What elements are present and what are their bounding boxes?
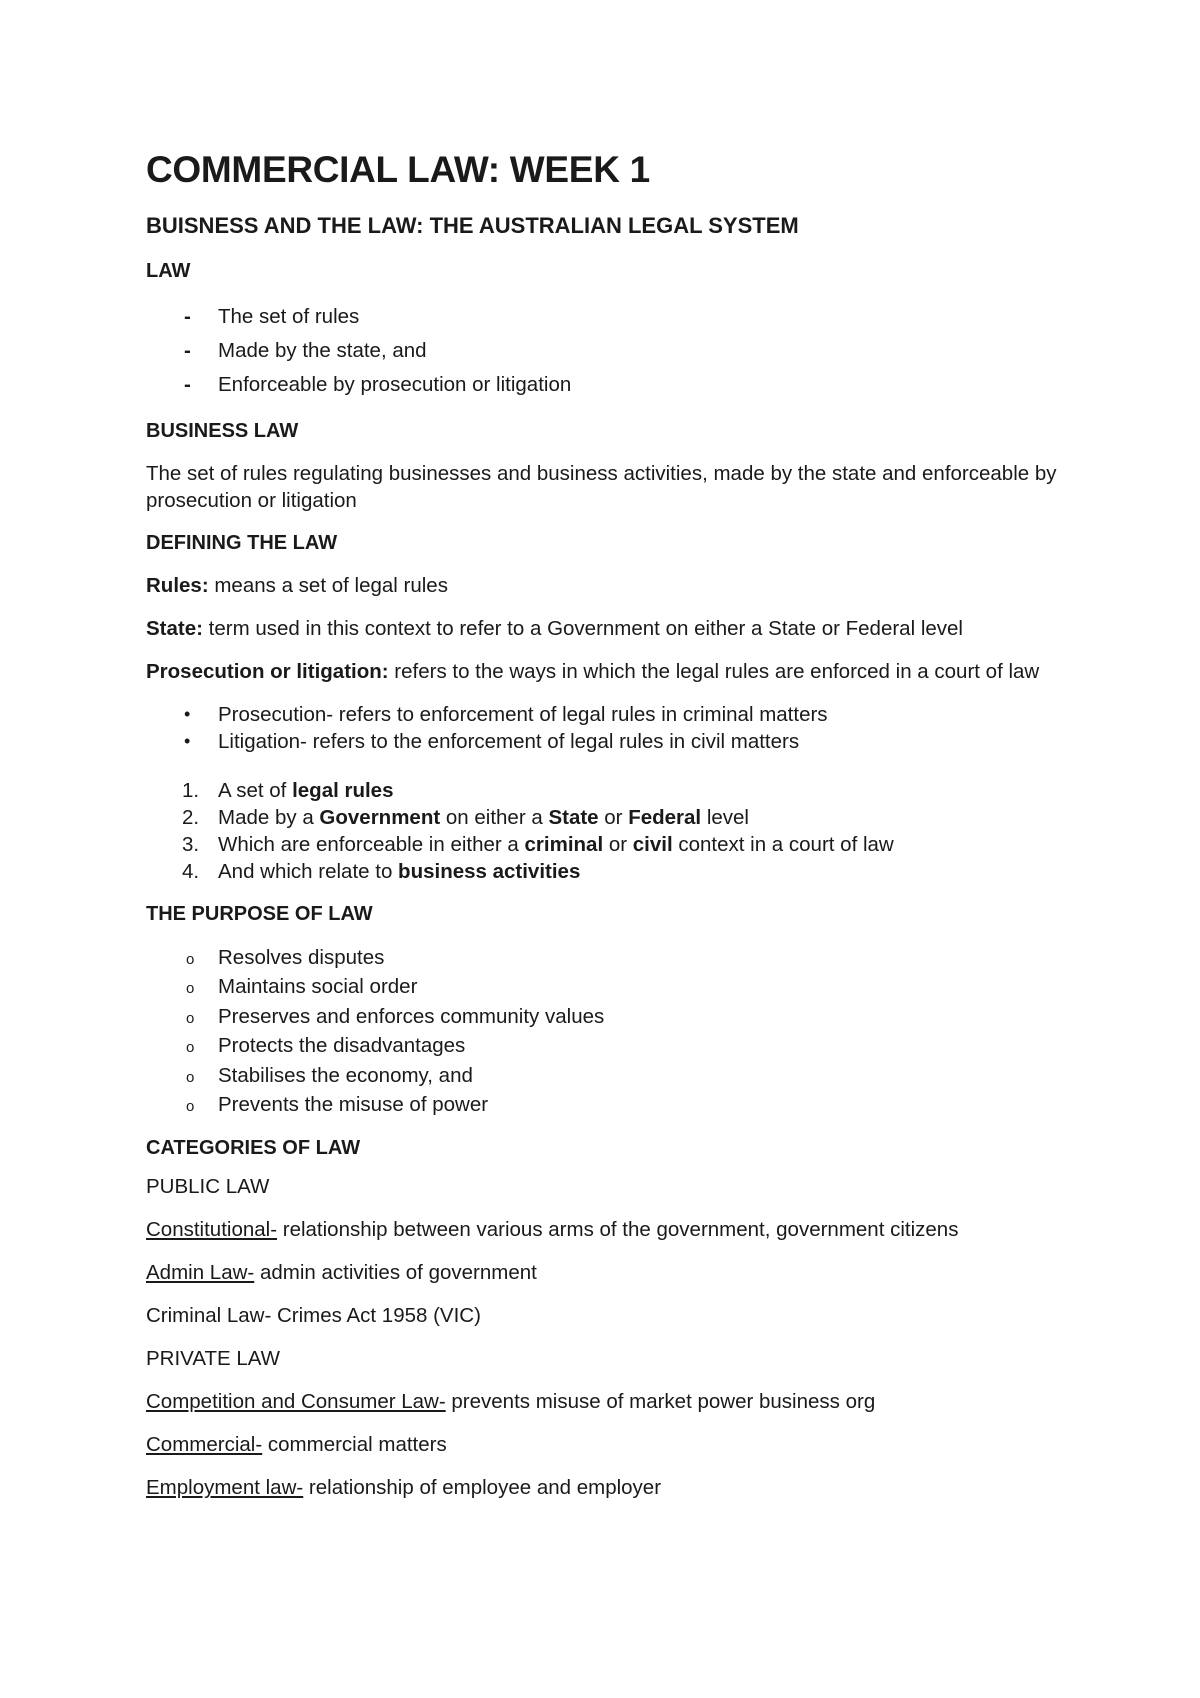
circle-bullet-marker: o — [186, 1009, 195, 1027]
list-item: • Litigation- refers to the enforcement of legal rules in civil matters — [184, 730, 800, 753]
list-item: o Maintains social order — [146, 972, 1086, 1001]
competition-law-entry: Competition and Consumer Law- prevents misuse of market power business org — [146, 1390, 876, 1414]
list-item: • Prosecution- refers to enforcement of legal rules in criminal matters — [184, 703, 828, 726]
rules-definition: Rules: means a set of legal rules — [146, 574, 448, 597]
categories-heading: CATEGORIES OF LAW — [146, 1137, 361, 1160]
document-title: COMMERCIAL LAW: WEEK 1 — [146, 149, 650, 190]
admin-law-entry: Admin Law- admin activities of government — [146, 1261, 537, 1285]
business-law-heading: BUSINESS LAW — [146, 420, 299, 442]
term: Employment law- — [146, 1476, 304, 1500]
commercial-law-entry: Commercial- commercial matters — [146, 1433, 447, 1457]
term: Admin Law- — [146, 1261, 255, 1285]
list-item: 3. Which are enforceable in either a criminal or civil context in a court of law — [182, 833, 894, 856]
list-item: - Made by the state, and — [146, 334, 1086, 368]
enforcement-list — [146, 701, 1086, 755]
list-item: 4. And which relate to business activities — [182, 860, 581, 883]
document-subtitle: BUISNESS AND THE LAW: THE AUSTRALIAN LEGAL SYSTEM — [146, 213, 799, 238]
defining-law-heading: DEFINING THE LAW — [146, 532, 338, 554]
criminal-law-entry: Criminal Law- Crimes Act 1958 (VIC) — [146, 1304, 481, 1328]
list-item: o Stabilises the economy, and — [146, 1061, 1086, 1090]
prosecution-definition: Prosecution or litigation: refers to the ways in which the legal rules are enforced in a court of law — [146, 660, 1040, 683]
list-item: 2. Made by a Government on either a State or Federal level — [182, 806, 749, 829]
circle-bullet-marker: o — [186, 980, 195, 998]
term: Rules: — [146, 574, 209, 597]
term: Commercial- — [146, 1433, 263, 1457]
private-law-label: PRIVATE LAW — [146, 1347, 281, 1371]
dash-marker: - — [184, 339, 191, 362]
term: Constitutional- — [146, 1218, 278, 1242]
list-item: 1. A set of legal rules — [182, 779, 394, 802]
list-item: o Protects the disadvantages — [146, 1031, 1086, 1060]
list-item: o Prevents the misuse of power — [146, 1090, 1086, 1119]
dash-marker: - — [184, 373, 191, 396]
purpose-list — [146, 943, 1086, 1119]
document-page — [146, 148, 1086, 1517]
circle-bullet-marker: o — [186, 1068, 195, 1086]
employment-law-entry: Employment law- relationship of employee and employer — [146, 1476, 662, 1500]
list-item: - Enforceable by prosecution or litigation — [146, 368, 1086, 402]
constitutional-entry: Constitutional- relationship between various arms of the government, government citizens — [146, 1218, 959, 1242]
public-law-label: PUBLIC LAW — [146, 1175, 270, 1199]
term: State: — [146, 617, 203, 640]
term: Prosecution or litigation: — [146, 660, 389, 683]
state-definition: State: term used in this context to refer to a Government on either a State or Federal level — [146, 617, 963, 640]
purpose-heading: THE PURPOSE OF LAW — [146, 903, 373, 925]
business-law-definition: The set of rules regulating businesses and business activities, made by the state and enforceable by prosecution or litigation — [146, 462, 1057, 512]
circle-bullet-marker: o — [186, 1098, 195, 1116]
law-list — [146, 300, 1086, 402]
list-item: o Resolves disputes — [146, 943, 1086, 972]
list-item: o Preserves and enforces community values — [146, 1002, 1086, 1031]
term: Competition and Consumer Law- — [146, 1390, 446, 1414]
circle-bullet-marker: o — [186, 951, 195, 968]
bullet-marker: • — [184, 731, 191, 751]
law-elements-list — [146, 777, 1086, 885]
list-item: - The set of rules — [146, 300, 1086, 334]
circle-bullet-marker: o — [186, 1039, 195, 1057]
bullet-marker: • — [184, 704, 191, 724]
law-heading: LAW — [146, 260, 191, 282]
dash-marker: - — [184, 305, 191, 328]
